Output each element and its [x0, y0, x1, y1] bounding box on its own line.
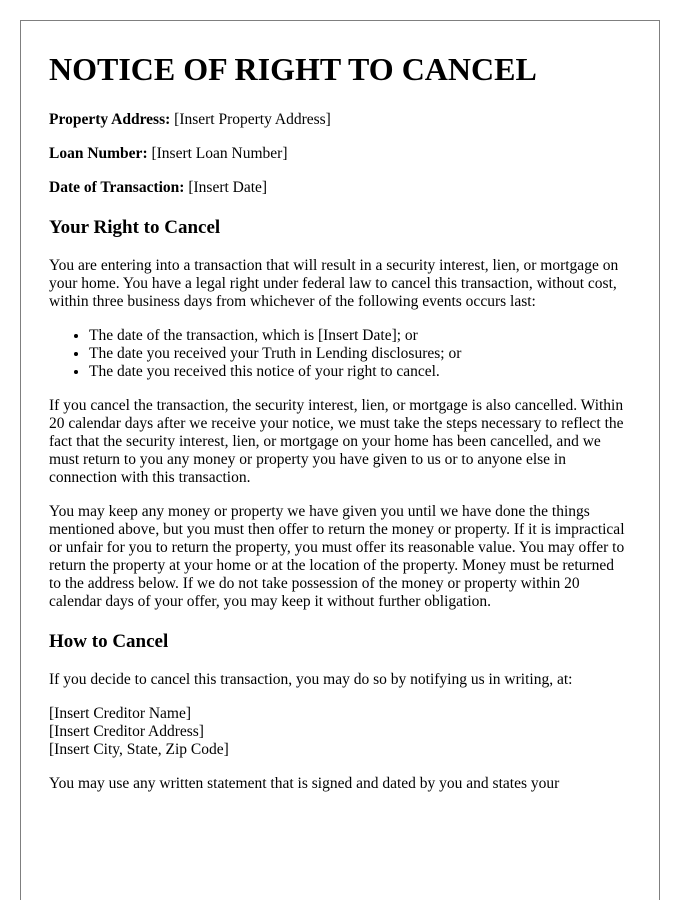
- loan-number-label: Loan Number:: [49, 145, 148, 162]
- right-to-cancel-heading: Your Right to Cancel: [49, 217, 221, 238]
- list-item: • The date of the transaction, which is [Insert Date]; or: [89, 327, 629, 345]
- property-address-field: [49, 111, 629, 129]
- how-to-cancel-intro: If you decide to cancel this transaction, you may do so by notifying us in writing, at:: [49, 671, 573, 688]
- right-to-cancel-intro: You are entering into a transaction that will result in a security interest, lien, or mortgage on your home. You have a legal right under federal law to cancel this transaction, without cost, within three business days from whichever of the following events occurs last:: [49, 257, 619, 310]
- document-page: [20, 20, 660, 900]
- transaction-date-label: Date of Transaction:: [49, 179, 185, 196]
- list-item: • The date you received this notice of your right to cancel.: [89, 363, 629, 381]
- creditor-street-address: [Insert Creditor Address]: [49, 723, 204, 740]
- return-property-paragraph: You may keep any money or property we have given you until we have done the things mentioned above, but you must then offer to return the money or property. If it is impractical or unfair for you to return the property, you must offer its reasonable value. You may offer to return the property at your home or at the location of the property. Money must be returned to the address below. If we do not take possession of the money or property within 20 calendar days of your offer, you may keep it without further obligation.: [49, 503, 625, 610]
- creditor-name: [Insert Creditor Name]: [49, 705, 192, 722]
- document-body: [21, 51, 629, 793]
- list-item: • The date you received your Truth in Lending disclosures; or: [89, 345, 629, 363]
- loan-number-value: [Insert Loan Number]: [151, 145, 288, 162]
- transaction-date-value: [Insert Date]: [188, 179, 268, 196]
- how-to-cancel-heading: How to Cancel: [49, 631, 169, 652]
- written-statement-paragraph: You may use any written statement that is signed and dated by you and states your: [49, 775, 560, 792]
- property-address-value: [Insert Property Address]: [174, 111, 331, 128]
- cancel-events-list: [49, 327, 629, 381]
- creditor-city-state-zip: [Insert City, State, Zip Code]: [49, 741, 229, 758]
- document-title: NOTICE OF RIGHT TO CANCEL: [49, 51, 537, 87]
- cancellation-effect-paragraph: If you cancel the transaction, the security interest, lien, or mortgage is also cancelled. Within 20 calendar days after we receive your notice, we must take the steps necessary to reflect the fact that the security interest, lien, or mortgage on your home has been cancelled, and we must return to you any money or property you have given to us or to anyone else in connection with this transaction.: [49, 397, 624, 486]
- loan-number-field: [49, 145, 629, 163]
- property-address-label: Property Address:: [49, 111, 171, 128]
- transaction-date-field: [49, 179, 629, 197]
- creditor-address-block: [49, 705, 629, 759]
